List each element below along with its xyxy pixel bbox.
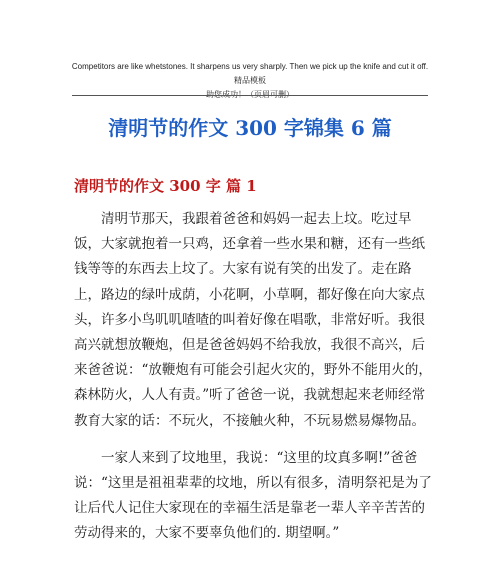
header-line-1: Competitors are like whetstones. It sharpens us very sharply. Then we pick up the knife and cut it off.精品模板 — [71, 62, 429, 85]
document-title: 清明节的作文 300 字锦集 6 篇 — [108, 116, 392, 140]
header-line-2: 助您成功！（页眉可删） — [206, 90, 294, 99]
header-divider — [72, 95, 428, 96]
paragraph-2: 一家人来到了坟地里，我说：“这里的坟真多啊!”爸爸说：“这里是祖祖辈辈的坟地，所以有很多，清明祭祀是为了让后代人记住大家现在的幸福生活是靠老一辈人辛辛苦苦的劳动得来的，大家不要辜负他们的. 期望啊。” — [74, 449, 432, 542]
section-title: 清明节的作文 300 字 篇 1 — [74, 177, 257, 195]
body-text — [74, 207, 432, 559]
paragraph-1: 清明节那天，我跟着爸爸和妈妈一起去上坟。吃过早饭，大家就抱着一只鸡，还拿着一些水果和糖，还有一些纸钱等等的东西去上坟了。大家有说有笑的出发了。走在路上，路边的绿叶成荫，小花啊，小草啊，都好像在向大家点头，许多小鸟叽叽喳喳的叫着好像在唱歌，非常好听。我很高兴就想放鞭炮，但是爸爸妈妈不给我放，我很不高兴，后来爸爸说：“放鞭炮有可能会引起火灾的，野外不能用火的，森林防火，人人有责。”听了爸爸一说，我就想起来老师经常教育大家的话：不玩火，不接触火种，不玩易燃易爆物品。 — [74, 211, 432, 429]
